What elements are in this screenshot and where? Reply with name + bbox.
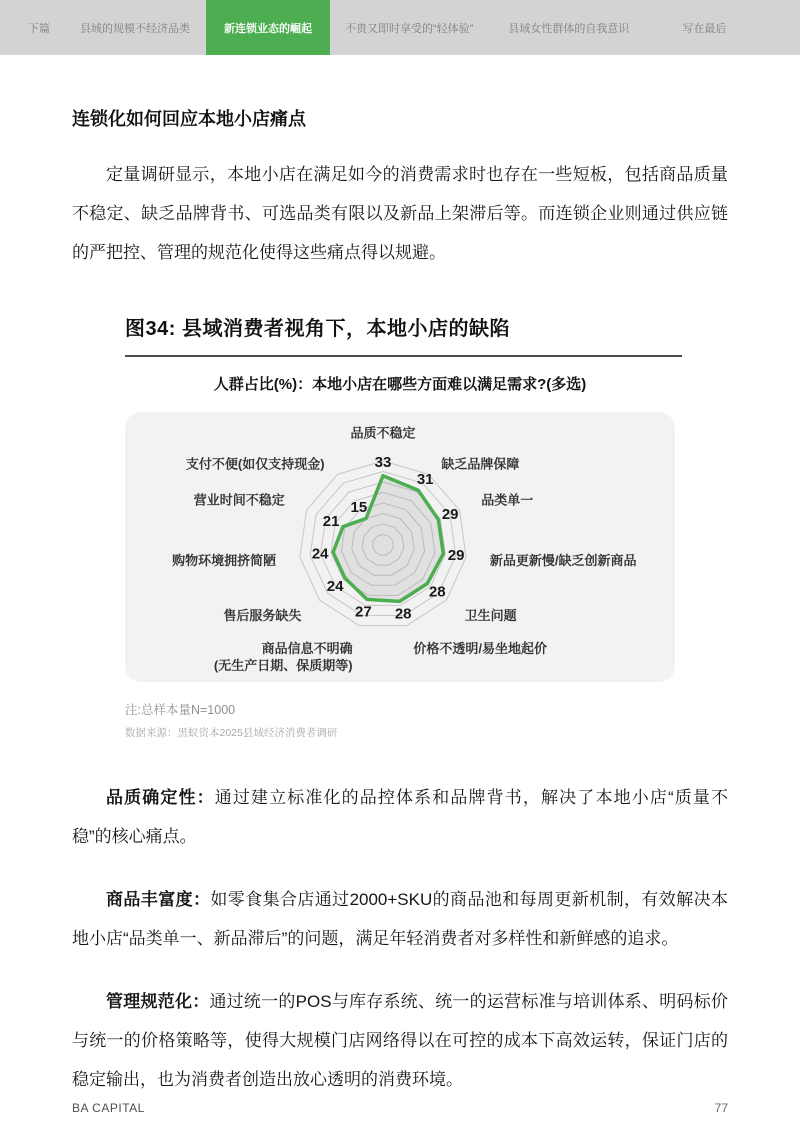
tab-xin-liansuo-active[interactable]: 新连锁业态的崛起 — [206, 0, 330, 55]
radar-axis-label: 价格不透明/易坐地起价 — [413, 641, 548, 657]
radar-chart-panel — [125, 412, 675, 682]
page-content — [0, 105, 800, 1099]
svg-text:28: 28 — [394, 605, 412, 623]
radar-axis-label: 支付不便(如仅支持现金) — [185, 456, 325, 472]
radar-axis-label: 售后服务缺失 — [223, 608, 302, 624]
svg-text:31: 31 — [416, 470, 434, 488]
paragraph-lead: 商品丰富度： — [106, 890, 211, 909]
svg-text:21: 21 — [322, 512, 340, 530]
page-footer — [72, 1101, 728, 1115]
svg-text:29: 29 — [447, 547, 465, 564]
svg-text:27: 27 — [355, 603, 372, 621]
svg-text:15: 15 — [350, 499, 368, 517]
figure-34 — [125, 312, 682, 740]
tab-xiapian[interactable]: 下篇 — [28, 22, 50, 35]
radar-axis-label: 卫生问题 — [464, 608, 517, 624]
paragraph-text: 如零食集合店通过2000+SKU的商品池和每周更新机制，有效解决本地小店“品类单一、新品滞后”的问题，满足年轻消费者对多样性和新鲜感的追求。 — [72, 890, 729, 948]
tab-qing-tiyan[interactable]: 不贵又即时享受的“轻体验” — [345, 22, 474, 35]
tab-guimo-bujingji[interactable]: 县域的规模不经济品类 — [80, 22, 190, 35]
section-tab-bar — [0, 0, 800, 55]
radar-axis-label: 新品更新慢/缺乏创新商品 — [489, 552, 637, 568]
svg-text:24: 24 — [311, 545, 329, 563]
paragraph-richness — [72, 880, 728, 958]
radar-axis-label: 品类单一 — [481, 492, 534, 508]
tab-xiezai-zuihou[interactable]: 写在最后 — [682, 22, 727, 35]
svg-text:24: 24 — [326, 578, 344, 595]
section-heading: 连锁化如何回应本地小店痛点 — [72, 109, 306, 129]
figure-note-sample: 注:总样本量N=1000 — [125, 703, 236, 717]
radar-axis-label: 营业时间不稳定 — [193, 492, 285, 508]
paragraph-text: 通过建立标准化的品控体系和品牌背书，解决了本地小店“质量不稳”的核心痛点。 — [72, 788, 728, 846]
svg-text:29: 29 — [441, 505, 459, 523]
paragraph-text: 通过统一的POS与库存系统、统一的运营标准与培训体系、明码标价与统一的价格策略等，使得大规模门店网络得以在可控的成本下高效运转，保证门店的稳定输出，也为消费者创造出放心透明的消费环境。 — [72, 992, 729, 1089]
brand-label: BA CAPITAL — [72, 1101, 145, 1115]
paragraph-lead: 品质确定性： — [106, 788, 215, 807]
paragraph-quality — [72, 778, 728, 856]
radar-chart — [125, 412, 675, 682]
svg-text:28: 28 — [428, 583, 446, 601]
radar-axis-label-line2: (无生产日期、保质期等) — [213, 658, 353, 674]
figure-title: 图34: 县域消费者视角下，本地小店的缺陷 — [125, 318, 510, 340]
figure-note-source: 数据来源：黑蚁资本2025县域经济消费者调研 — [125, 727, 338, 739]
svg-text:33: 33 — [374, 454, 392, 472]
paragraph-lead: 管理规范化： — [106, 992, 210, 1011]
radar-axis-label: 品质不稳定 — [350, 425, 416, 441]
figure-subtitle: 人群占比(%)：本地小店在哪些方面难以满足需求?(多选) — [213, 376, 587, 393]
radar-axis-label: 购物环境拥挤简陋 — [172, 552, 277, 568]
radar-axis-label: 缺乏品牌保障 — [441, 456, 520, 472]
tab-nvxing-qunti[interactable]: 县域女性群体的自我意识 — [508, 22, 630, 35]
figure-rule — [125, 355, 682, 357]
radar-axis-label: 商品信息不明确 — [261, 641, 353, 657]
paragraph-management — [72, 982, 728, 1099]
page-number: 77 — [714, 1101, 728, 1115]
intro-paragraph: 定量调研显示，本地小店在满足如今的消费需求时也存在一些短板，包括商品质量不稳定、缺乏品牌背书、可选品类有限以及新品上架滞后等。而连锁企业则通过供应链的严把控、管理的规范化使得这些痛点得以规避。 — [72, 165, 728, 262]
